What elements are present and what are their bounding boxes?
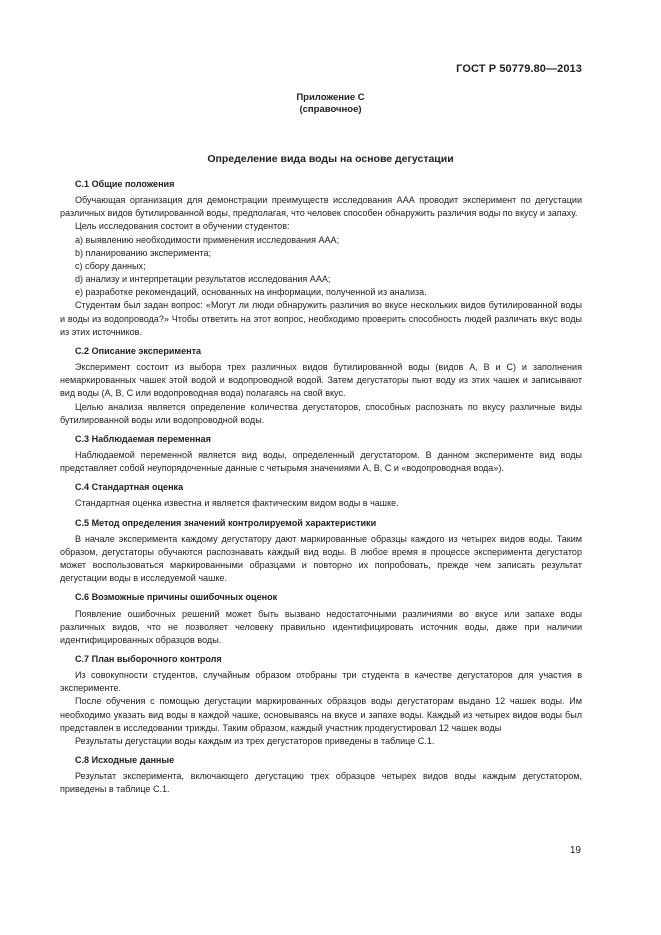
document-title: Определение вида воды на основе дегустации bbox=[207, 153, 454, 165]
section-c7 bbox=[60, 653, 582, 748]
appendix-title: Приложение С bbox=[296, 92, 365, 103]
paragraph: Из совокупности студентов, случайным образом отобраны три студента в качестве дегустаторов для участия в эксперименте. bbox=[60, 670, 582, 694]
paragraph: Результаты дегустации воды каждым из трех дегустаторов приведены в таблице С.1. bbox=[75, 735, 435, 746]
section-heading: С.8 Исходные данные bbox=[75, 755, 175, 766]
section-heading: С.5 Метод определения значений контролируемой характеристики bbox=[75, 517, 377, 528]
list-item: b) планированию эксперимента; bbox=[75, 247, 212, 258]
paragraph: Появление ошибочных решений может быть вызвано недостаточными различиями во вкусе или запахе воды различных видов, что не позволяет человеку правильно идентифицировать источник воды, даже при наличии идентифицированных образцов воды. bbox=[60, 608, 582, 645]
paragraph: Цель исследования состоит в обучении студентов: bbox=[75, 221, 290, 232]
section-heading: С.6 Возможные причины ошибочных оценок bbox=[75, 592, 278, 603]
paragraph: В начале эксперимента каждому дегустатору дают маркированные образцы каждого из четырех видов воды. Таким образом, дегустаторы обучаются распознавать каждый вид воды. В любое время в процессе эксперимента дегустатор может воспользоваться маркированными образцами и повторно их попробовать, прежде чем записать результат дегустации воды в исследуемой чашке. bbox=[60, 533, 582, 584]
section-c2 bbox=[60, 345, 582, 427]
paragraph: Наблюдаемой переменной является вид воды, определенный дегустатором. В данном эксперименте вид воды представляет собой неупорядоченные данные с четырьмя значениями А, В, С и «водопроводная вода»). bbox=[60, 449, 582, 474]
section-heading: С.4 Стандартная оценка bbox=[75, 482, 184, 493]
section-c4 bbox=[60, 481, 582, 510]
section-heading: С.7 План выборочного контроля bbox=[75, 654, 222, 664]
section-heading: С.2 Описание эксперимента bbox=[75, 345, 202, 356]
paragraph: Студентам был задан вопрос: «Могут ли люди обнаружить различия во вкусе нескольких видов бутилированной воды и воды из водопровода?» Чтобы ответить на этот вопрос, необходимо проверить способность людей различать вкус воды из этих источников. bbox=[60, 300, 582, 337]
list-item: d) анализу и интерпретации результатов исследования ААА; bbox=[75, 274, 331, 285]
section-heading: С.3 Наблюдаемая переменная bbox=[75, 433, 211, 444]
section-c1 bbox=[60, 178, 582, 339]
paragraph: Обучающая организация для демонстрации преимуществ исследования ААА проводит эксперимент по дегустации различных видов бутилированной воды, предполагая, что человек способен обнаружить различия воды по вкусу и запаху. bbox=[60, 195, 582, 219]
paragraph: Результат эксперимента, включающего дегустацию трех образцов четырех видов воды каждым дегустатором, приведены в таблице С.1. bbox=[60, 771, 582, 795]
section-heading: С.1 Общие положения bbox=[75, 179, 175, 189]
appendix-header bbox=[0, 92, 661, 116]
section-c6 bbox=[60, 591, 582, 647]
page-number: 19 bbox=[569, 845, 581, 856]
paragraph: После обучения с помощью дегустации маркированных образцов воды дегустаторам выдано 12 чашек воды. Им необходимо указать вид воды в каждой чашке, основываясь на вкусе и запахе воды. Каждый из четырех видов воды был представлен в исследовании трижды. Таким образом, каждый участник продегустировал 12 чашек воды bbox=[60, 696, 582, 733]
paragraph: Эксперимент состоит из выбора трех различных видов бутилированной воды (видов А, В и С) и заполнения немаркированных чашек этой водой и водопроводной водой. Затем дегустаторы пьют воду из этих чашек и записывают вид воды (А, В, С или водопроводная вода) полагаясь на свой вкус. bbox=[60, 362, 582, 399]
section-c8 bbox=[60, 754, 582, 796]
standard-number: ГОСТ Р 50779.80—2013 bbox=[456, 63, 582, 75]
list-item: e) разработке рекомендаций, основанных на информации, полученной из анализа. bbox=[75, 287, 427, 298]
paragraph: Целью анализа является определение количества дегустаторов, способных распознать по вкусу различные виды бутилированной воды или водопроводной воды. bbox=[60, 401, 582, 425]
appendix-subtitle: (справочное) bbox=[299, 104, 362, 115]
section-c5 bbox=[60, 517, 582, 586]
paragraph: Стандартная оценка известна и является фактическим видом воды в чашке. bbox=[75, 498, 399, 509]
list-item: c) сбору данных; bbox=[75, 260, 146, 271]
section-c3 bbox=[60, 433, 582, 475]
list-item: a) выявлению необходимости применения исследования ААА; bbox=[75, 234, 340, 245]
document-body bbox=[60, 178, 582, 803]
